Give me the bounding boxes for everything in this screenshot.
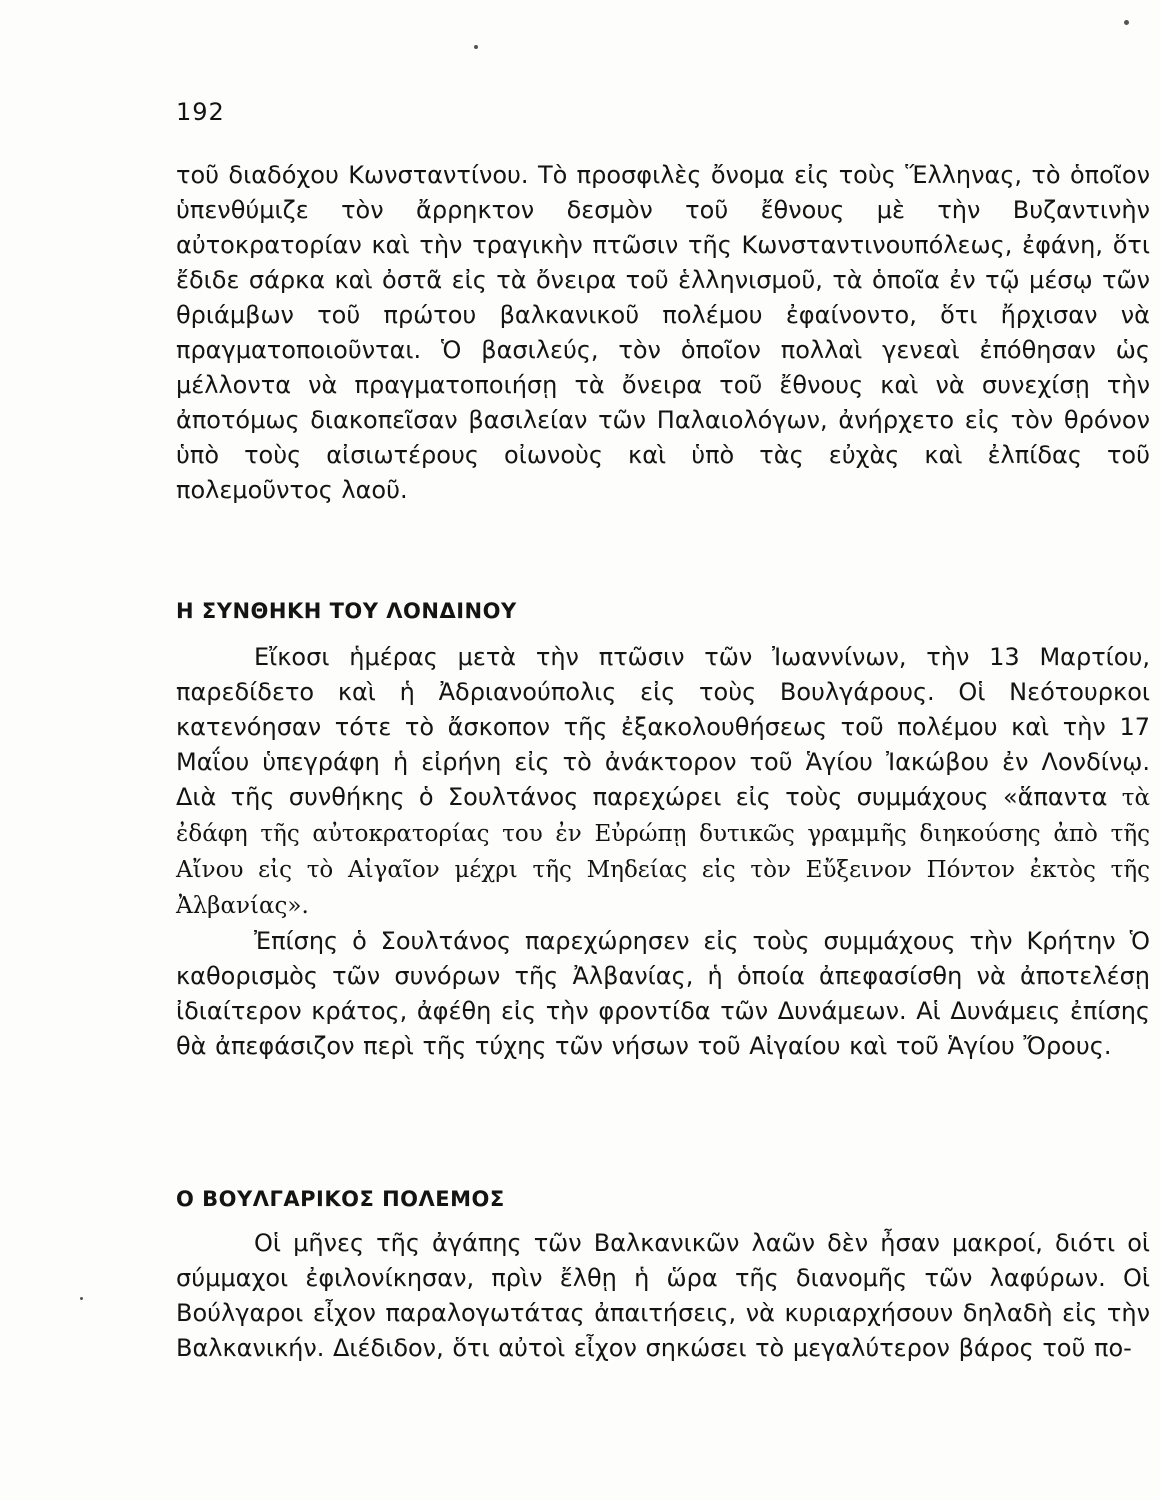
text-section-intro bbox=[176, 158, 1150, 508]
section-treaty-of-london bbox=[176, 596, 1150, 626]
section-bulgarian-war bbox=[176, 1184, 1150, 1214]
print-speck bbox=[80, 1297, 83, 1300]
page-number: 192 bbox=[176, 98, 225, 126]
paragraph-treaty bbox=[176, 640, 1150, 924]
paragraph-treaty-main: Εἴκοσι ἡμέρας μετὰ τὴν πτῶσιν τῶν Ἰωαννίνων, τὴν 13 Μαρτίου, παρεδίδετο καὶ ἡ Ἀδριανούπολις εἰς τοὺς Βουλγάρους. Οἱ Νεότουρκοι κατενόησαν τότε τὸ ἄσκοπον τῆς ἐξακολουθήσεως τοῦ πολέμου καὶ τὴν 17 Μαΐου ὑπεγράφη ἡ εἰρήνη εἰς τὸ ἀνάκτορον τοῦ Ἁγίου Ἰακώβου ἐν Λονδίνῳ. Διὰ τῆς συνθήκης ὁ Σουλτάνος παρεχώρει εἰς τοὺς συμμάχους «ἅπαντα bbox=[176, 643, 1150, 811]
paragraph-bulgarian-war: Οἱ μῆνες τῆς ἀγάπης τῶν Βαλκανικῶν λαῶν δὲν ἦσαν μακροί, διότι οἱ σύμμαχοι ἐφιλονίκησαν, πρὶν ἔλθῃ ἡ ὥρα τῆς διανομῆς τῶν λαφύρων. Οἱ Βούλγαροι εἶχον παραλογωτάτας ἀπαιτήσεις, νὰ κυριαρχήσουν δηλαδὴ εἰς τὴν Βαλκανικήν. Διέδιδον, ὅτι αὐτοὶ εἶχον σηκώσει τὸ μεγαλύτερον βάρος τοῦ πο- bbox=[176, 1229, 1150, 1362]
paragraph-intro: τοῦ διαδόχου Κωνσταντίνου. Τὸ προσφιλὲς ὄνομα εἰς τοὺς Ἕλληνας, τὸ ὁποῖον ὑπενθύμιζε τὸν ἄρρηκτον δεσμὸν τοῦ ἔθνους μὲ τὴν Βυζαντινὴν αὐτοκρατορίαν καὶ τὴν τραγικὴν πτῶσιν τῆς Κωνσταντινουπόλεως, ἐφάνη, ὅτι ἔδιδε σάρκα καὶ ὀστᾶ εἰς τὰ ὄνειρα τοῦ ἑλληνισμοῦ, τὰ ὁποῖα ἐν τῷ μέσῳ τῶν θριάμβων τοῦ πρώτου βαλκανικοῦ πολέμου ἐφαίνοντο, ὅτι ἤρχισαν νὰ πραγματοποιοῦνται. Ὁ βασιλεύς, τὸν ὁποῖον πολλαὶ γενεαὶ ἐπόθησαν ὡς μέλλοντα νὰ πραγματοποιήσῃ τὰ ὄνειρα τοῦ ἔθνους καὶ νὰ συνεχίσῃ τὴν ἀποτόμως διακοπεῖσαν βασιλείαν τῶν Παλαιολόγων, ἀνήρχετο εἰς τὸν θρόνον ὑπὸ τοὺς αἰσιωτέρους οἰωνοὺς καὶ ὑπὸ τὰς εὐχὰς καὶ ἐλπίδας τοῦ πολεμοῦντος λαοῦ. bbox=[176, 161, 1150, 504]
text-section-treaty bbox=[176, 640, 1150, 1064]
print-speck bbox=[1124, 20, 1129, 25]
text-section-bulgarian-war bbox=[176, 1226, 1150, 1366]
paragraph-crete: Ἐπίσης ὁ Σουλτάνος παρεχώρησεν εἰς τοὺς συμμάχους τὴν Κρήτην Ὁ καθορισμὸς τῶν συνόρων τῆς Ἀλβανίας, ἡ ὁποία ἀπεφασίσθη νὰ ἀποτελέσῃ ἰδιαίτερον κράτος, ἀφέθη εἰς τὴν φροντίδα τῶν Δυνάμεων. Αἱ Δυνάμεις ἐπίσης θὰ ἀπεφάσιζον περὶ τῆς τύχης τῶν νήσων τοῦ Αἰγαίου καὶ τοῦ Ἁγίου Ὄρους. bbox=[176, 927, 1150, 1060]
section-heading-bulgarian-war: Ο ΒΟΥΛΓΑΡΙΚΟΣ ΠΟΛΕΜΟΣ bbox=[176, 1187, 505, 1211]
section-heading-treaty-of-london: Η ΣΥΝΘΗΚΗ ΤΟΥ ΛΟΝΔΙΝΟΥ bbox=[176, 599, 517, 623]
print-speck bbox=[474, 45, 478, 49]
paragraph-treaty-quote: τὰ ἐδάφη τῆς αὐτοκρατορίας του ἐν Εὐρώπῃ δυτικῶς γραμμῆς διηκούσης ἀπὸ τῆς Αἴνου εἰς τὸ Αἰγαῖον μέχρι τῆς Μηδείας εἰς τὸν Εὔξεινον Πόντον ἐκτὸς τῆς Ἀλβανίας». bbox=[176, 785, 1150, 919]
